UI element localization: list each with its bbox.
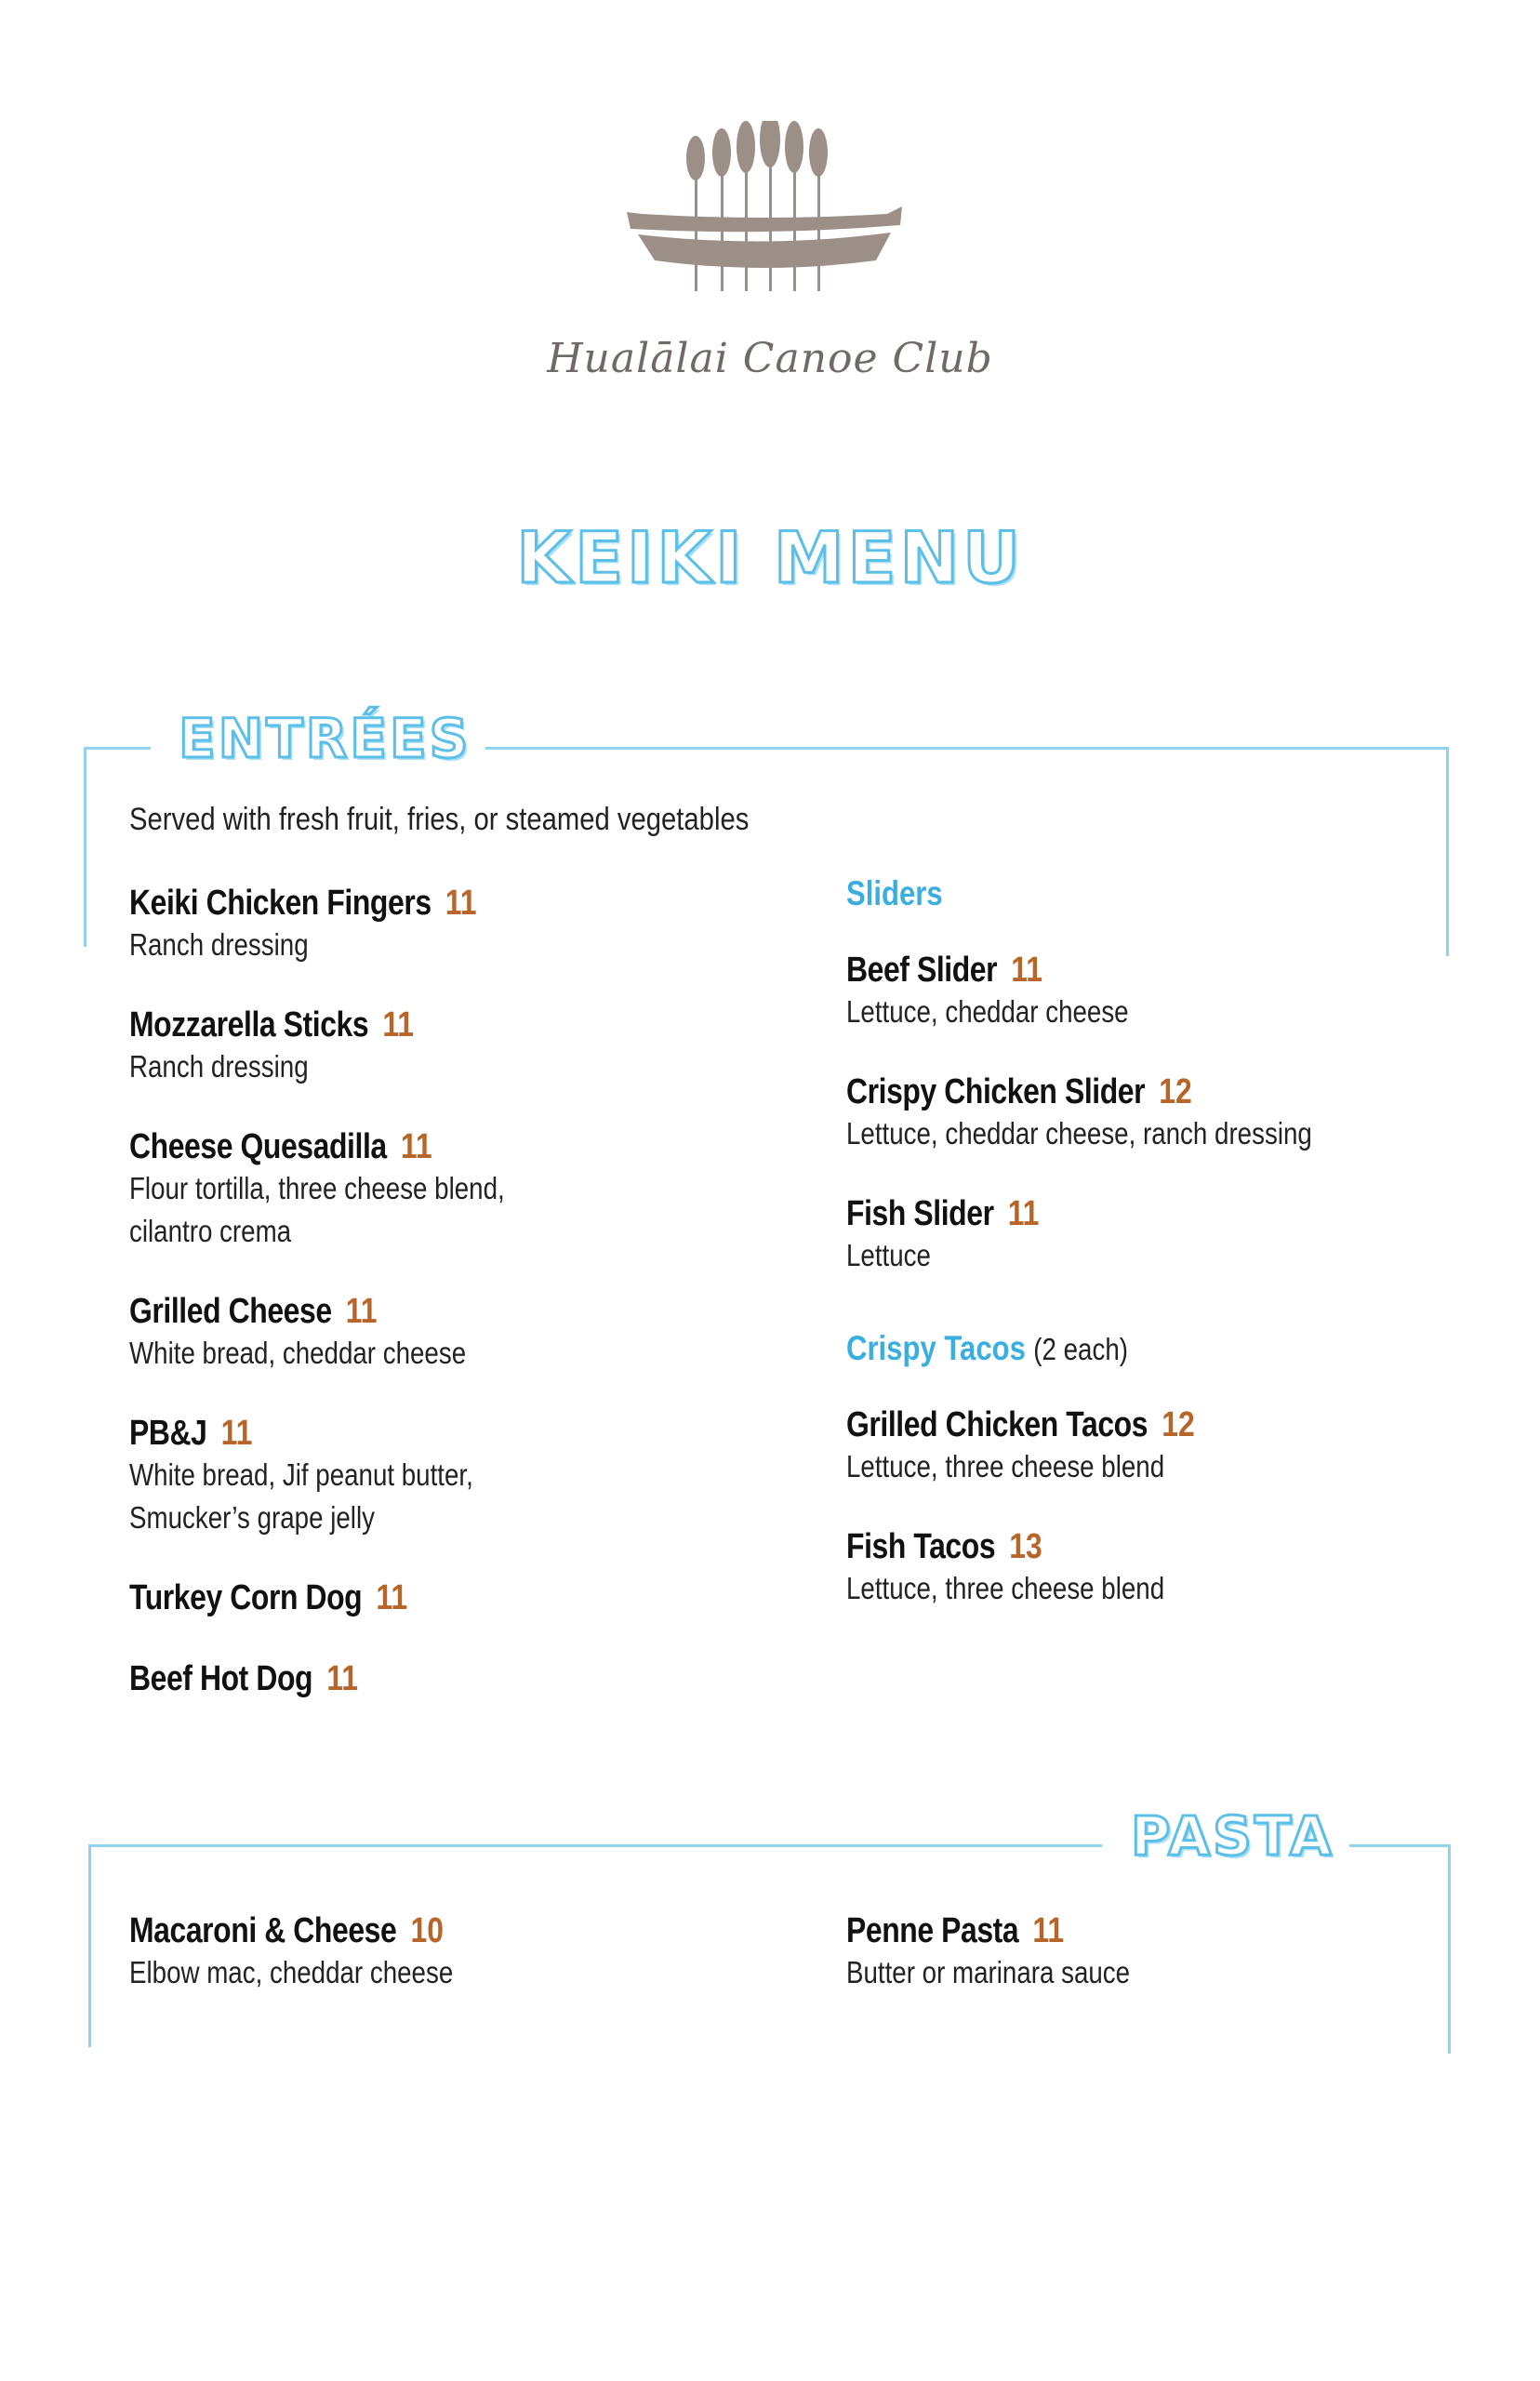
item-description: Ranch dressing <box>129 927 309 962</box>
item-price: 11 <box>376 1578 408 1617</box>
entrees-frame-top-left <box>84 747 151 750</box>
item-name: Grilled Chicken Tacos <box>846 1405 1148 1444</box>
club-name: Hualālai Canoe Club <box>547 335 993 382</box>
item-description: Lettuce, three cheese blend <box>846 1571 1165 1605</box>
menu-item <box>129 1127 505 1253</box>
entrees-frame-top-right <box>460 747 1449 750</box>
pasta-right-column <box>846 1911 1184 1994</box>
menu-item <box>129 1911 453 1994</box>
menu-item <box>846 1194 1312 1277</box>
item-price: 11 <box>445 884 477 923</box>
item-price: 10 <box>410 1911 444 1950</box>
item-description: White bread, cheddar cheese <box>129 1336 467 1370</box>
item-price: 12 <box>1162 1405 1195 1444</box>
item-price: 11 <box>382 1005 415 1044</box>
item-name: Fish Tacos <box>846 1527 996 1566</box>
entrees-frame-left <box>84 747 86 947</box>
item-price: 12 <box>1159 1072 1192 1111</box>
item-name: Turkey Corn Dog <box>129 1578 363 1617</box>
item-description: Lettuce, three cheese blend <box>846 1449 1165 1483</box>
menu-item <box>129 1292 505 1375</box>
menu-item <box>846 1405 1312 1488</box>
menu-title: KEIKI MENU <box>516 516 1024 599</box>
pasta-left-column <box>129 1911 515 1994</box>
item-name: Grilled Cheese <box>129 1292 332 1331</box>
item-description: Lettuce, cheddar cheese, ranch dressing <box>846 1116 1312 1151</box>
item-description: Elbow mac, cheddar cheese <box>129 1955 454 1989</box>
item-description: White bread, Jif peanut butter, Smucker’s grape jelly <box>129 1457 473 1535</box>
item-name: Beef Slider <box>846 951 998 990</box>
menu-item <box>129 884 505 966</box>
item-price: 11 <box>400 1127 432 1166</box>
entrees-heading: ENTRÉES <box>164 707 485 770</box>
item-description: Flour tortilla, three cheese blend, cilantro crema <box>129 1171 505 1248</box>
item-price: 11 <box>1007 1194 1040 1233</box>
entrees-frame-right <box>1446 747 1449 956</box>
item-name: Keiki Chicken Fingers <box>129 884 431 923</box>
menu-item <box>846 1072 1312 1155</box>
item-price: 11 <box>220 1414 253 1453</box>
item-name: PB&J <box>129 1414 207 1453</box>
pasta-heading: PASTA <box>1116 1804 1349 1868</box>
menu-item <box>846 951 1312 1033</box>
item-name: Mozzarella Sticks <box>129 1005 369 1044</box>
item-price: 11 <box>326 1659 358 1698</box>
item-name: Beef Hot Dog <box>129 1659 313 1698</box>
item-description: Ranch dressing <box>129 1049 309 1084</box>
item-price: 11 <box>1032 1911 1065 1950</box>
pasta-frame-top-right <box>1348 1844 1451 1847</box>
pasta-frame-right <box>1448 1844 1451 2054</box>
item-price: 11 <box>1011 951 1043 990</box>
tacos-note: (2 each) <box>1033 1332 1128 1366</box>
menu-item <box>129 1414 505 1539</box>
canoe-logo-icon <box>625 121 904 298</box>
item-price: 11 <box>345 1292 378 1331</box>
sliders-subheading: Sliders <box>846 874 943 912</box>
menu-item <box>129 1005 505 1088</box>
item-description: Butter or marinara sauce <box>846 1955 1131 1989</box>
item-name: Macaroni & Cheese <box>129 1911 397 1950</box>
entrees-left-column <box>129 884 577 1699</box>
menu-item <box>129 1659 505 1699</box>
pasta-frame-top-left <box>88 1844 1102 1847</box>
item-price: 13 <box>1009 1527 1042 1566</box>
menu-item <box>846 1527 1312 1610</box>
menu-item <box>846 1911 1130 1994</box>
tacos-subheading: Crispy Tacos <box>846 1329 1026 1367</box>
entrees-note: Served with fresh fruit, fries, or steamed vegetables <box>129 802 750 837</box>
item-name: Crispy Chicken Slider <box>846 1072 1146 1111</box>
menu-item <box>129 1578 505 1618</box>
item-name: Penne Pasta <box>846 1911 1019 1950</box>
item-name: Cheese Quesadilla <box>129 1127 387 1166</box>
item-name: Fish Slider <box>846 1194 994 1233</box>
item-description: Lettuce <box>846 1238 931 1272</box>
pasta-frame-left <box>88 1844 91 2047</box>
entrees-right-column <box>846 874 1401 1610</box>
item-description: Lettuce, cheddar cheese <box>846 994 1129 1029</box>
